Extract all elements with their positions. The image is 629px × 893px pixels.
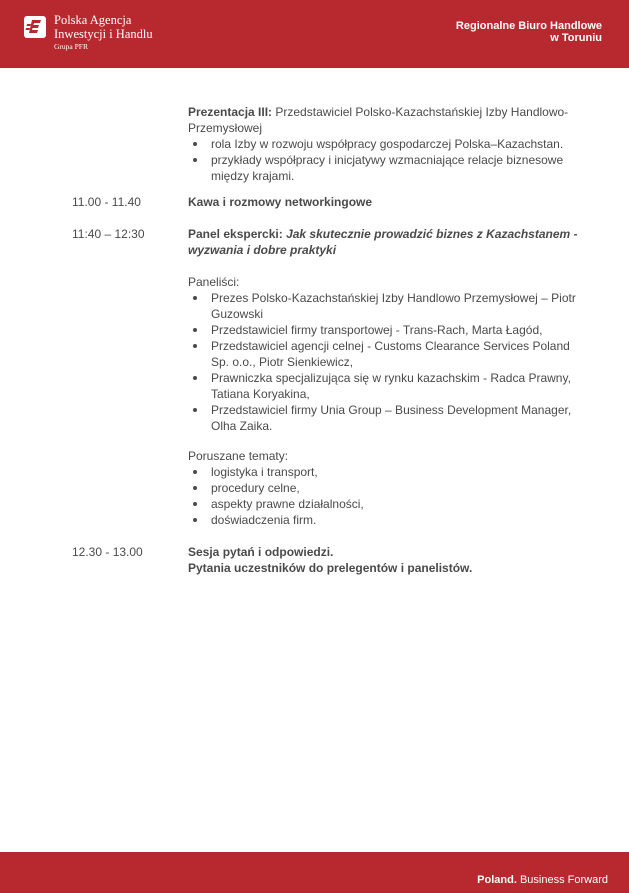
list-item: przykłady współpracy i inicjatywy wzmacniające relacje biznesowe między krajami.	[211, 152, 586, 184]
topics-list	[188, 464, 586, 528]
qa-line-2: Pytania uczestników do prelegentów i panelistów.	[188, 561, 473, 575]
presentation-3-text: Przedstawiciel Polsko-Kazachstańskiej Izby Handlowo-Przemysłowej	[188, 105, 569, 135]
list-item: Przedstawiciel agencji celnej - Customs Clearance Services Poland Sp. o.o., Piotr Sienkiewicz,	[211, 338, 586, 370]
presentation-3-heading	[188, 104, 586, 136]
office-line-1: Regionalne Biuro Handlowe	[455, 20, 602, 32]
brand-line-2: Inwestycji i Handlu	[54, 27, 153, 41]
brand-group: Grupa PFR	[54, 42, 88, 51]
qa-line-1: Sesja pytań i odpowiedzi.	[188, 545, 334, 559]
footer-slogan	[477, 874, 608, 887]
panel-time: 11:40 – 12:30	[72, 227, 145, 241]
panel-title: Jak skutecznie prowadzić biznes z Kazachstanem - wyzwania i dobre praktyki	[188, 227, 578, 257]
coffee-title: Kawa i rozmowy networkingowe	[188, 195, 373, 209]
list-item: Przedstawiciel firmy transportowej - Trans-Rach, Marta Łagód,	[211, 322, 586, 338]
header-bar	[0, 0, 629, 68]
list-item: aspekty prawne działalności,	[211, 496, 586, 512]
presentation-3-label: Prezentacja III:	[188, 105, 273, 119]
paih-logo-icon	[24, 16, 46, 38]
slogan-part-1: Poland.	[477, 874, 517, 886]
list-item: logistyka i transport,	[211, 464, 586, 480]
coffee-time: 11.00 - 11.40	[72, 195, 141, 209]
panel-label: Panel ekspercki:	[188, 227, 283, 241]
list-item: doświadczenia firm.	[211, 512, 586, 528]
brand-name	[54, 13, 153, 52]
office-name	[382, 20, 602, 44]
list-item: Prezes Polsko-Kazachstańskiej Izby Handlowo Przemysłowej – Piotr Guzowski	[211, 290, 586, 322]
agenda-item-qa	[0, 544, 629, 576]
presentation-3-bullets	[188, 136, 586, 184]
agenda-item-panel	[0, 226, 629, 528]
agenda-item-coffee	[0, 194, 629, 210]
panelists-list	[188, 290, 586, 434]
agenda-item-presentation-3	[0, 104, 629, 184]
list-item: Prawniczka specjalizująca się w rynku kazachskim - Radca Prawny, Tatiana Koryakina,	[211, 370, 586, 402]
panel-heading	[188, 226, 586, 258]
agenda	[0, 104, 629, 576]
panelists-label: Paneliści:	[188, 275, 240, 289]
brand-line-1: Polska Agencja	[54, 13, 132, 27]
topics-label: Poruszane tematy:	[188, 449, 289, 463]
footer-bar	[0, 852, 629, 893]
office-line-2: w Toruniu	[550, 32, 602, 44]
qa-time: 12.30 - 13.00	[72, 545, 143, 559]
list-item: Przedstawiciel firmy Unia Group – Business Development Manager, Olha Zaika.	[211, 402, 586, 434]
list-item: rola Izby w rozwoju współpracy gospodarczej Polska–Kazachstan.	[211, 136, 586, 152]
slogan-part-2: Business Forward	[516, 874, 608, 886]
list-item: procedury celne,	[211, 480, 586, 496]
